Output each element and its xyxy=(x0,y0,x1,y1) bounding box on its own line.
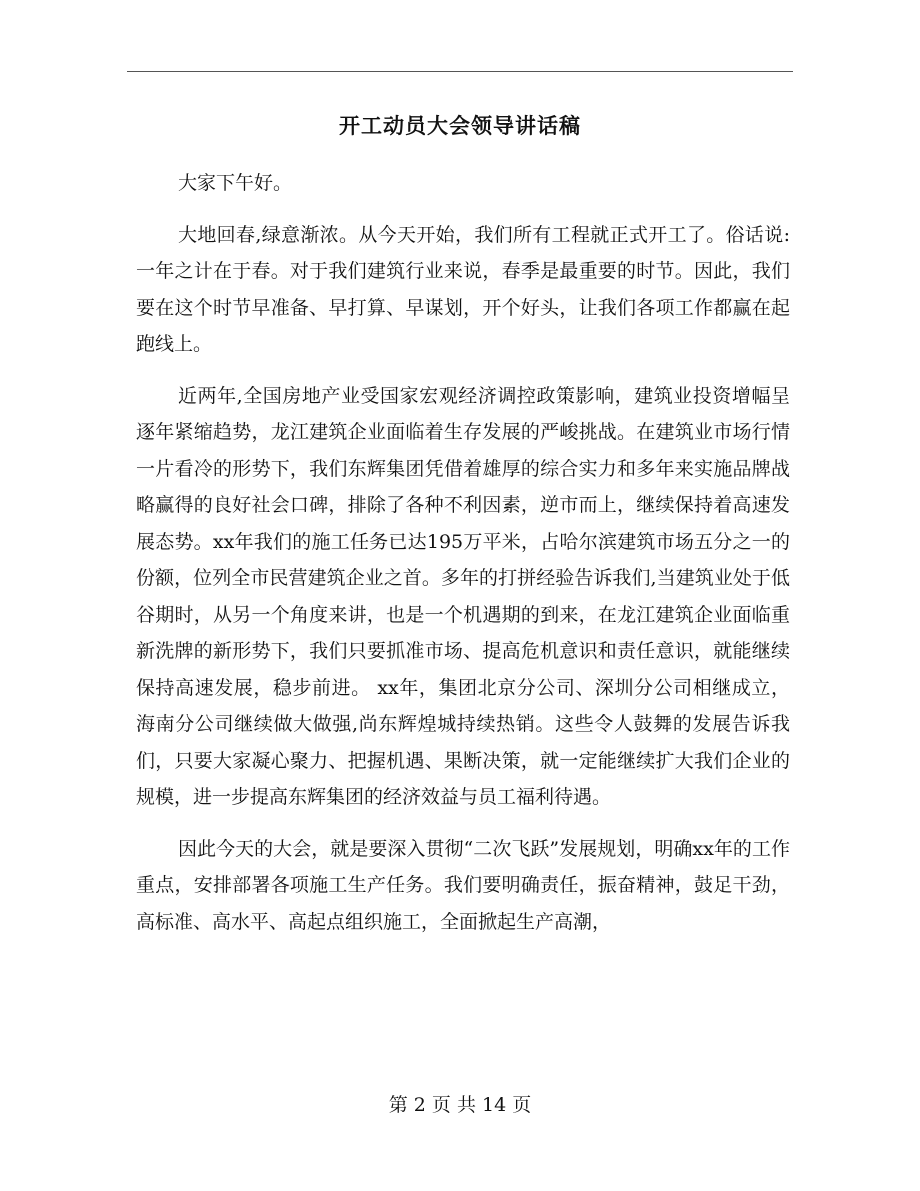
page-number: 第 2 页 共 14 页 xyxy=(388,1094,532,1116)
paragraph-meeting-purpose: 因此今天的大会，就是要深入贯彻“二次飞跃”发展规划，明确xx年的工作重点，安排部署各项施工生产任务。我们要明确责任，振奋精神，鼓足干劲，高标准、高水平、高起点组织施工，全面掀起生产高潮， xyxy=(136,837,790,933)
paragraph-spring: 大地回春,绿意渐浓。从今天开始，我们所有工程就正式开工了。俗话说:一年之计在于春。对于我们建筑行业来说，春季是最重要的时节。因此，我们要在这个时节早准备、早打算、早谋划，开个好头，让我们各项工作都赢在起跑线上。 xyxy=(136,223,790,355)
document-body xyxy=(136,165,790,955)
paragraph-development: 近两年,全国房地产业受国家宏观经济调控政策影响，建筑业投资增幅呈逐年紧缩趋势，龙江建筑企业面临着生存发展的严峻挑战。在建筑业市场行情一片看冷的形势下，我们东辉集团凭借着雄厚的综合实力和多年来实施品牌战略赢得的良好社会口碑，排除了各种不利因素，逆市而上，继续保持着高速发展态势。xx年我们的施工任务已达195万平米，占哈尔滨建筑市场五分之一的份额，位列全市民营建筑企业之首。多年的打拼经验告诉我们,当建筑业处于低谷期时，从另一个角度来讲，也是一个机遇期的到来，在龙江建筑企业面临重新洗牌的新形势下，我们只要抓准市场、提高危机意识和责任意识，就能继续保持高速发展，稳步前进。 xx年，集团北京分公司、深圳分公司相继成立，海南分公司继续做大做强,尚东辉煌城持续热销。这些令人鼓舞的发展告诉我们，只要大家凝心聚力、把握机遇、果断决策，就一定能继续扩大我们企业的规模，进一步提高东辉集团的经济效益与员工福利待遇。 xyxy=(136,384,790,808)
paragraph-greeting: 大家下午好。 xyxy=(178,172,293,194)
document-title: 开工动员大会领导讲话稿 xyxy=(339,113,581,138)
header-rule xyxy=(127,71,793,72)
